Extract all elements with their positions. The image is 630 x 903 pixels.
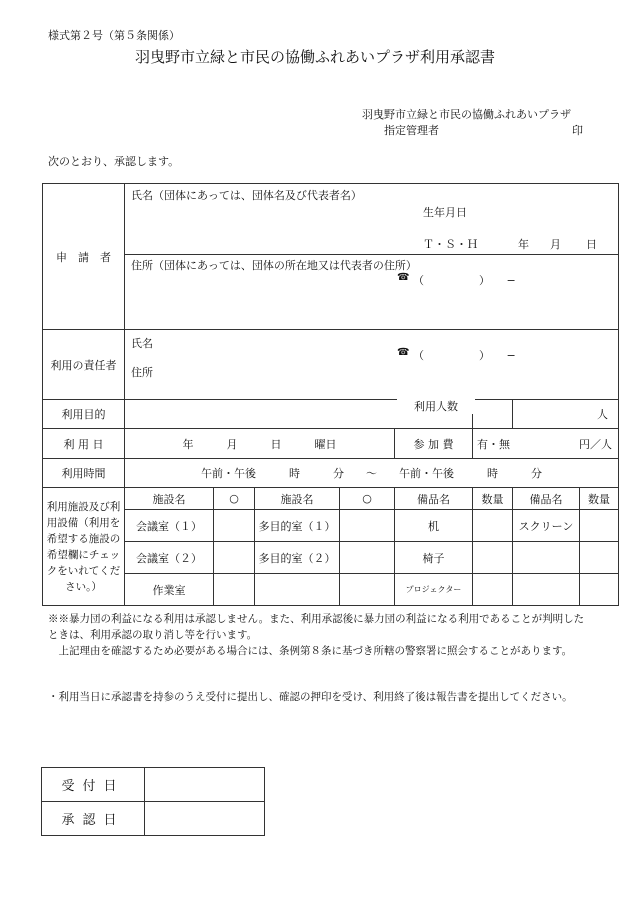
applicant-address-caption: 住所（団体にあっては、団体の所在地又は代表者の住所） <box>131 259 417 272</box>
issuer-name: 羽曳野市立緑と市民の協働ふれあいプラザ <box>362 108 571 121</box>
equipment-qty[interactable] <box>580 510 619 542</box>
facility-check[interactable] <box>340 574 395 606</box>
received-date[interactable] <box>145 768 265 802</box>
fee-cell[interactable] <box>473 429 619 459</box>
submit-note: ・利用当日に承認書を持参のうえ受付に提出し、確認の押印を受け、利用終了後は報告書を提出してください。 <box>48 691 573 703</box>
facility-name: 会議室（１） <box>125 510 214 542</box>
responsible-cell[interactable] <box>125 330 619 400</box>
count-label: 利用人数 <box>397 398 475 414</box>
intro-text: 次のとおり、承認します。 <box>48 155 180 168</box>
facility-header-name-2: 施設名 <box>255 488 340 510</box>
seal-mark: 印 <box>572 124 583 137</box>
approved-label: 承認日 <box>42 802 145 836</box>
responsible-tel: （ ） − <box>413 349 516 362</box>
note-line-2: 上記理由を確認するため必要がある場合には、条例第８条に基づき所轄の警察署に照会することがあります。 <box>58 645 573 657</box>
received-label: 受付日 <box>42 768 145 802</box>
facility-check[interactable] <box>214 574 255 606</box>
purpose-label: 利用目的 <box>43 400 125 429</box>
applicant-label: 申 請 者 <box>43 184 125 330</box>
equipment-header-name-2: 備品名 <box>513 488 580 510</box>
birth-label: 生年月日 <box>423 206 467 219</box>
phone-icon: ☎ <box>397 347 410 358</box>
equipment-qty[interactable] <box>580 574 619 606</box>
equipment-qty[interactable] <box>473 542 513 574</box>
equipment-name <box>513 542 580 574</box>
equipment-header-name-1: 備品名 <box>395 488 473 510</box>
equipment-name: 椅子 <box>395 542 473 574</box>
issuer-role: 指定管理者 <box>384 124 439 137</box>
responsible-address-caption: 住所 <box>131 366 153 379</box>
equipment-qty[interactable] <box>473 574 513 606</box>
approved-date[interactable] <box>145 802 265 836</box>
note-line-1: ※※暴力団の利益になる利用は承認しません。また、利用承認後に暴力団の利益になる利用であることが判明したときは、利用承認の取り消し等を行います。 <box>48 613 585 641</box>
stamp-box <box>41 767 265 836</box>
facility-check[interactable] <box>214 542 255 574</box>
facility-name: 会議室（２） <box>125 542 214 574</box>
facility-header-check-1: ○ <box>214 488 255 510</box>
usage-time-label: 利用時間 <box>43 459 125 488</box>
responsible-name-caption: 氏名 <box>131 337 153 350</box>
count-label-spacer <box>473 400 513 429</box>
fee-type: 有・無 <box>477 438 510 451</box>
birth-month: 月 <box>550 238 561 251</box>
facility-check[interactable] <box>214 510 255 542</box>
fee-label: 参 加 費 <box>395 429 473 459</box>
applicant-address-cell[interactable] <box>125 255 619 330</box>
equipment-qty[interactable] <box>473 510 513 542</box>
birth-day: 日 <box>586 238 597 251</box>
usage-day-label: 利 用 日 <box>43 429 125 459</box>
facilities-label: 利用施設及び利用設備（利用を希望する施設の希望欄にチェックをいれてください。） <box>43 488 125 606</box>
form-number: 様式第２号（第５条関係） <box>48 29 180 42</box>
facility-check[interactable] <box>340 542 395 574</box>
usage-time-value[interactable]: 午前・午後 時 分 〜 午前・午後 時 分 <box>125 459 619 488</box>
equipment-name: 机 <box>395 510 473 542</box>
notes <box>48 611 593 659</box>
applicant-tel: （ ） − <box>413 274 516 287</box>
fee-unit: 円／人 <box>579 438 612 451</box>
application-table <box>42 183 619 606</box>
document-title: 羽曳野市立緑と市民の協働ふれあいプラザ利用承認書 <box>134 48 495 66</box>
birth-era: Ｔ・Ｓ・Ｈ <box>423 238 478 251</box>
responsible-label: 利用の責任者 <box>43 330 125 400</box>
facility-header-name-1: 施設名 <box>125 488 214 510</box>
facility-name <box>255 574 340 606</box>
phone-icon: ☎ <box>397 272 410 283</box>
facility-name: 多目的室（２） <box>255 542 340 574</box>
applicant-name-caption: 氏名（団体にあっては、団体名及び代表者名） <box>131 189 362 202</box>
birth-year: 年 <box>518 238 529 251</box>
usage-date[interactable]: 年 月 日 曜日 <box>125 429 395 459</box>
facility-name: 作業室 <box>125 574 214 606</box>
equipment-qty[interactable] <box>580 542 619 574</box>
equipment-name: スクリーン <box>513 510 580 542</box>
equipment-name <box>513 574 580 606</box>
facility-header-check-2: ○ <box>340 488 395 510</box>
equipment-header-qty-2: 数量 <box>580 488 619 510</box>
facility-check[interactable] <box>340 510 395 542</box>
equipment-header-qty-1: 数量 <box>473 488 513 510</box>
count-unit[interactable]: 人 <box>513 400 619 429</box>
applicant-name-cell[interactable] <box>125 184 619 255</box>
facility-name: 多目的室（１） <box>255 510 340 542</box>
equipment-name: プロジェクター <box>395 574 473 606</box>
